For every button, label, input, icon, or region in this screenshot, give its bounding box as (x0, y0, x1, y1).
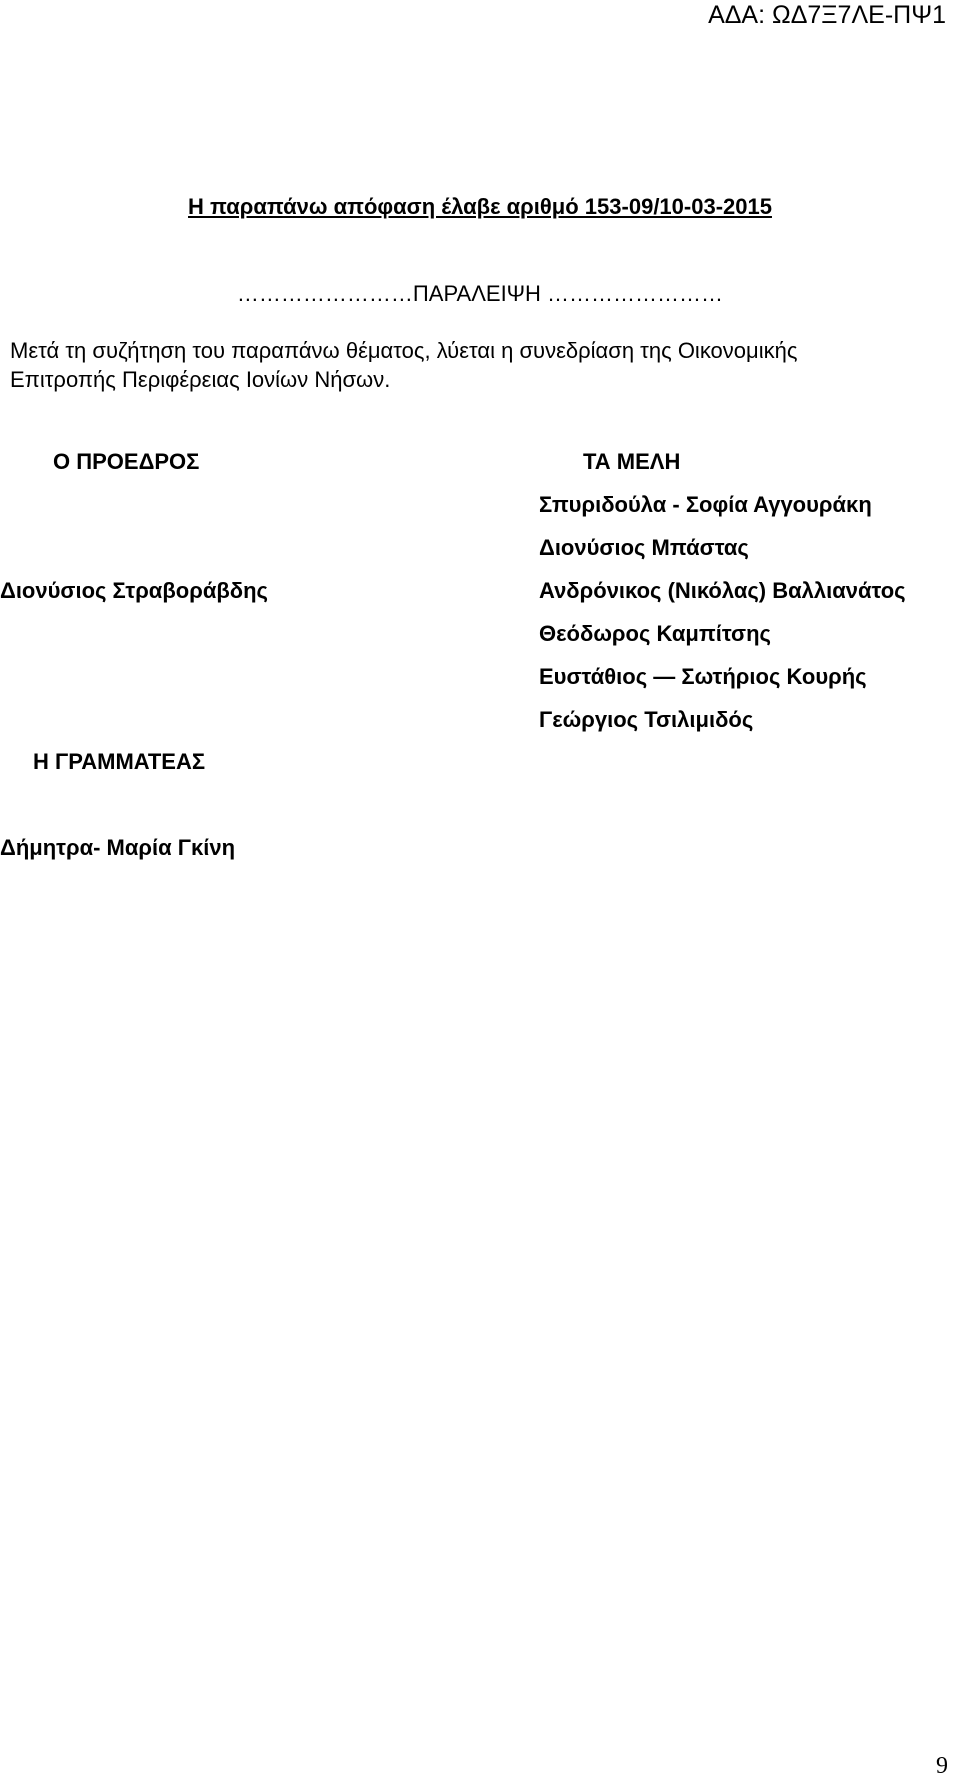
member-name: Θεόδωρος Καμπίτσης (539, 621, 771, 646)
ada-code: ΑΔΑ: ΩΔ7Ξ7ΛΕ-ΠΨ1 (708, 1, 946, 29)
member-name: Ευστάθιος — Σωτήριος Κουρής (539, 664, 867, 689)
secretary-name: Δήμητρα- Μαρία Γκίνη (0, 835, 236, 860)
closing-line-2: Επιτροπής Περιφέρειας Ιονίων Νήσων. (10, 367, 391, 392)
omission-line: ……………………ΠΑΡΑΛΕΙΨΗ …………………… (236, 281, 724, 306)
president-name: Διονύσιος Στραβοράβδης (0, 578, 268, 603)
member-name: Διονύσιος Μπάστας (539, 535, 749, 560)
member-name: Σπυριδούλα - Σοφία Αγγουράκη (539, 492, 872, 517)
member-name: Γεώργιος Τσιλιμιδός (539, 707, 754, 732)
members-title: ΤΑ ΜΕΛΗ (583, 449, 681, 474)
closing-paragraph (10, 336, 950, 394)
closing-line-1: Μετά τη συζήτηση του παραπάνω θέματος, λύεται η συνεδρίαση της Οικονομικής (10, 338, 798, 363)
president-title: Ο ΠΡΟΕΔΡΟΣ (53, 449, 200, 474)
member-name: Ανδρόνικος (Νικόλας) Βαλλιανάτος (539, 578, 906, 603)
secretary-title: Η ΓΡΑΜΜΑΤΕΑΣ (33, 749, 206, 774)
page-number: 9 (936, 1753, 948, 1779)
decision-number-line: Η παραπάνω απόφαση έλαβε αριθμό 153-09/10-03-2015 (188, 194, 772, 219)
members-list (539, 491, 906, 749)
